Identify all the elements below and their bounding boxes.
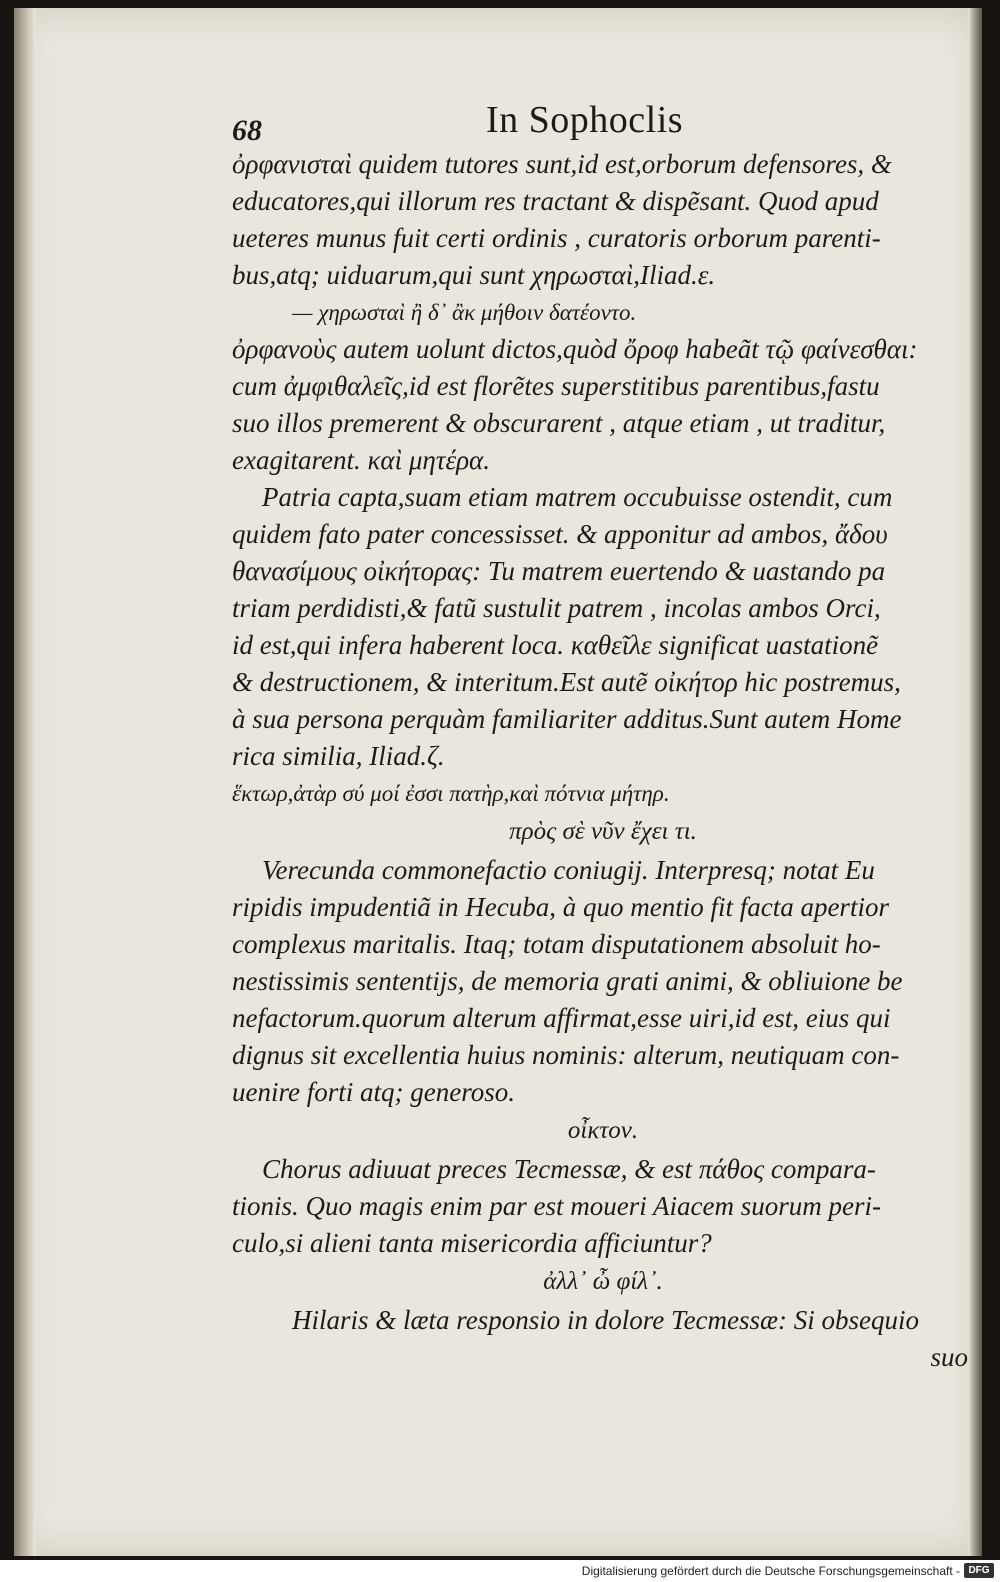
- digitization-footer: [0, 1560, 1000, 1582]
- text-line: nestissimis sententijs, de memoria grati animi, & obliuione be: [232, 966, 903, 996]
- page-number: 68: [232, 114, 262, 147]
- text-line: educatores,qui illorum res tractant & dispẽsant. Quod apud: [232, 186, 879, 216]
- catchword: suo: [930, 1342, 968, 1372]
- greek-quote-line: ἕκτωρ,ἀτὰρ σύ μοί ἐσσι πατὴρ,καὶ πότνια μήτηρ.: [232, 781, 670, 806]
- text-line: id est,qui infera haberent loca. καθεῖλε significat uastationẽ: [232, 630, 879, 660]
- page-gutter: [14, 8, 36, 1556]
- text-line: ueteres munus fuit certi ordinis , curatoris orborum parenti-: [232, 223, 881, 253]
- greek-quote-line: — χηρωσταὶ ἢ δ᾽ ἂκ μήθοιν δατέοντο.: [292, 300, 637, 325]
- text-line: Chorus adiuuat preces Tecmessæ, & est πάθος compara-: [262, 1154, 876, 1184]
- lemma-line: πρὸς σὲ νῦν ἔχει τι.: [509, 818, 697, 845]
- running-head: In Sophoclis: [486, 99, 684, 141]
- text-line: rica similia, Iliad.ζ.: [232, 741, 445, 771]
- dfg-logo: DFG: [964, 1563, 994, 1578]
- text-line: Verecunda commonefactio coniugij. Interpresq; notat Eu: [262, 855, 875, 885]
- text-block: [232, 96, 974, 1376]
- page-header: [232, 96, 974, 146]
- body-text: [232, 146, 974, 1339]
- text-line: cum ἀμφιθαλεῖς,id est florẽtes superstitibus parentibus,fastu: [232, 371, 880, 401]
- text-line: Patria capta,suam etiam matrem occubuisse ostendit, cum: [262, 482, 893, 512]
- text-line: & destructionem, & interitum.Est autẽ οἰκήτορ hic postremus,: [232, 667, 901, 697]
- text-line: quidem fato pater concessisset. & apponitur ad ambos, ἄδου: [232, 519, 888, 549]
- text-line: suo illos premerent & obscurarent , atque etiam , ut traditur,: [232, 408, 886, 438]
- text-line: complexus maritalis. Itaq; totam disputationem absoluit ho-: [232, 929, 881, 959]
- book-page: [14, 8, 982, 1556]
- text-line: à sua persona perquàm familiariter additus.Sunt autem Home: [232, 704, 902, 734]
- lemma-line: ἀλλ᾽ ὦ φίλ᾽.: [543, 1268, 663, 1295]
- lemma-line: οἶκτον.: [567, 1117, 639, 1144]
- text-line: tionis. Quo magis enim par est moueri Aiacem suorum peri-: [232, 1191, 881, 1221]
- text-line: ripidis impudentiã in Hecuba, à quo mentio fit facta apertior: [232, 892, 889, 922]
- text-line: θανασίμους οἰκήτορας: Tu matrem euertendo & uastando pa: [232, 556, 886, 586]
- text-line: exagitarent. καὶ μητέρα.: [232, 445, 490, 475]
- text-line: uenire forti atq; generoso.: [232, 1077, 515, 1107]
- text-line: bus,atq; uiduarum,qui sunt χηρωσταὶ,Iliad.ε.: [232, 260, 716, 290]
- text-line: culo,si alieni tanta misericordia afficiuntur?: [232, 1228, 712, 1258]
- text-line: ὀρφανοὺς autem uolunt dictos,quòd ὄροφ habeãt τῷ φαίνεσθαι:: [232, 334, 918, 364]
- text-line: triam perdidisti,& fatũ sustulit patrem , incolas ambos Orci,: [232, 593, 881, 623]
- text-line: ὀρφανισταὶ quidem tutores sunt,id est,orborum defensores, &: [232, 149, 892, 179]
- text-line: nefactorum.quorum alterum affirmat,esse uiri,id est, eius qui: [232, 1003, 891, 1033]
- text-line: dignus sit excellentia huius nominis: alterum, neutiquam con-: [232, 1040, 900, 1070]
- text-line: Hilaris & læta responsio in dolore Tecmessæ: Si obsequio: [292, 1305, 920, 1335]
- footer-credit: Digitalisierung gefördert durch die Deutsche Forschungsgemeinschaft -: [581, 1564, 960, 1578]
